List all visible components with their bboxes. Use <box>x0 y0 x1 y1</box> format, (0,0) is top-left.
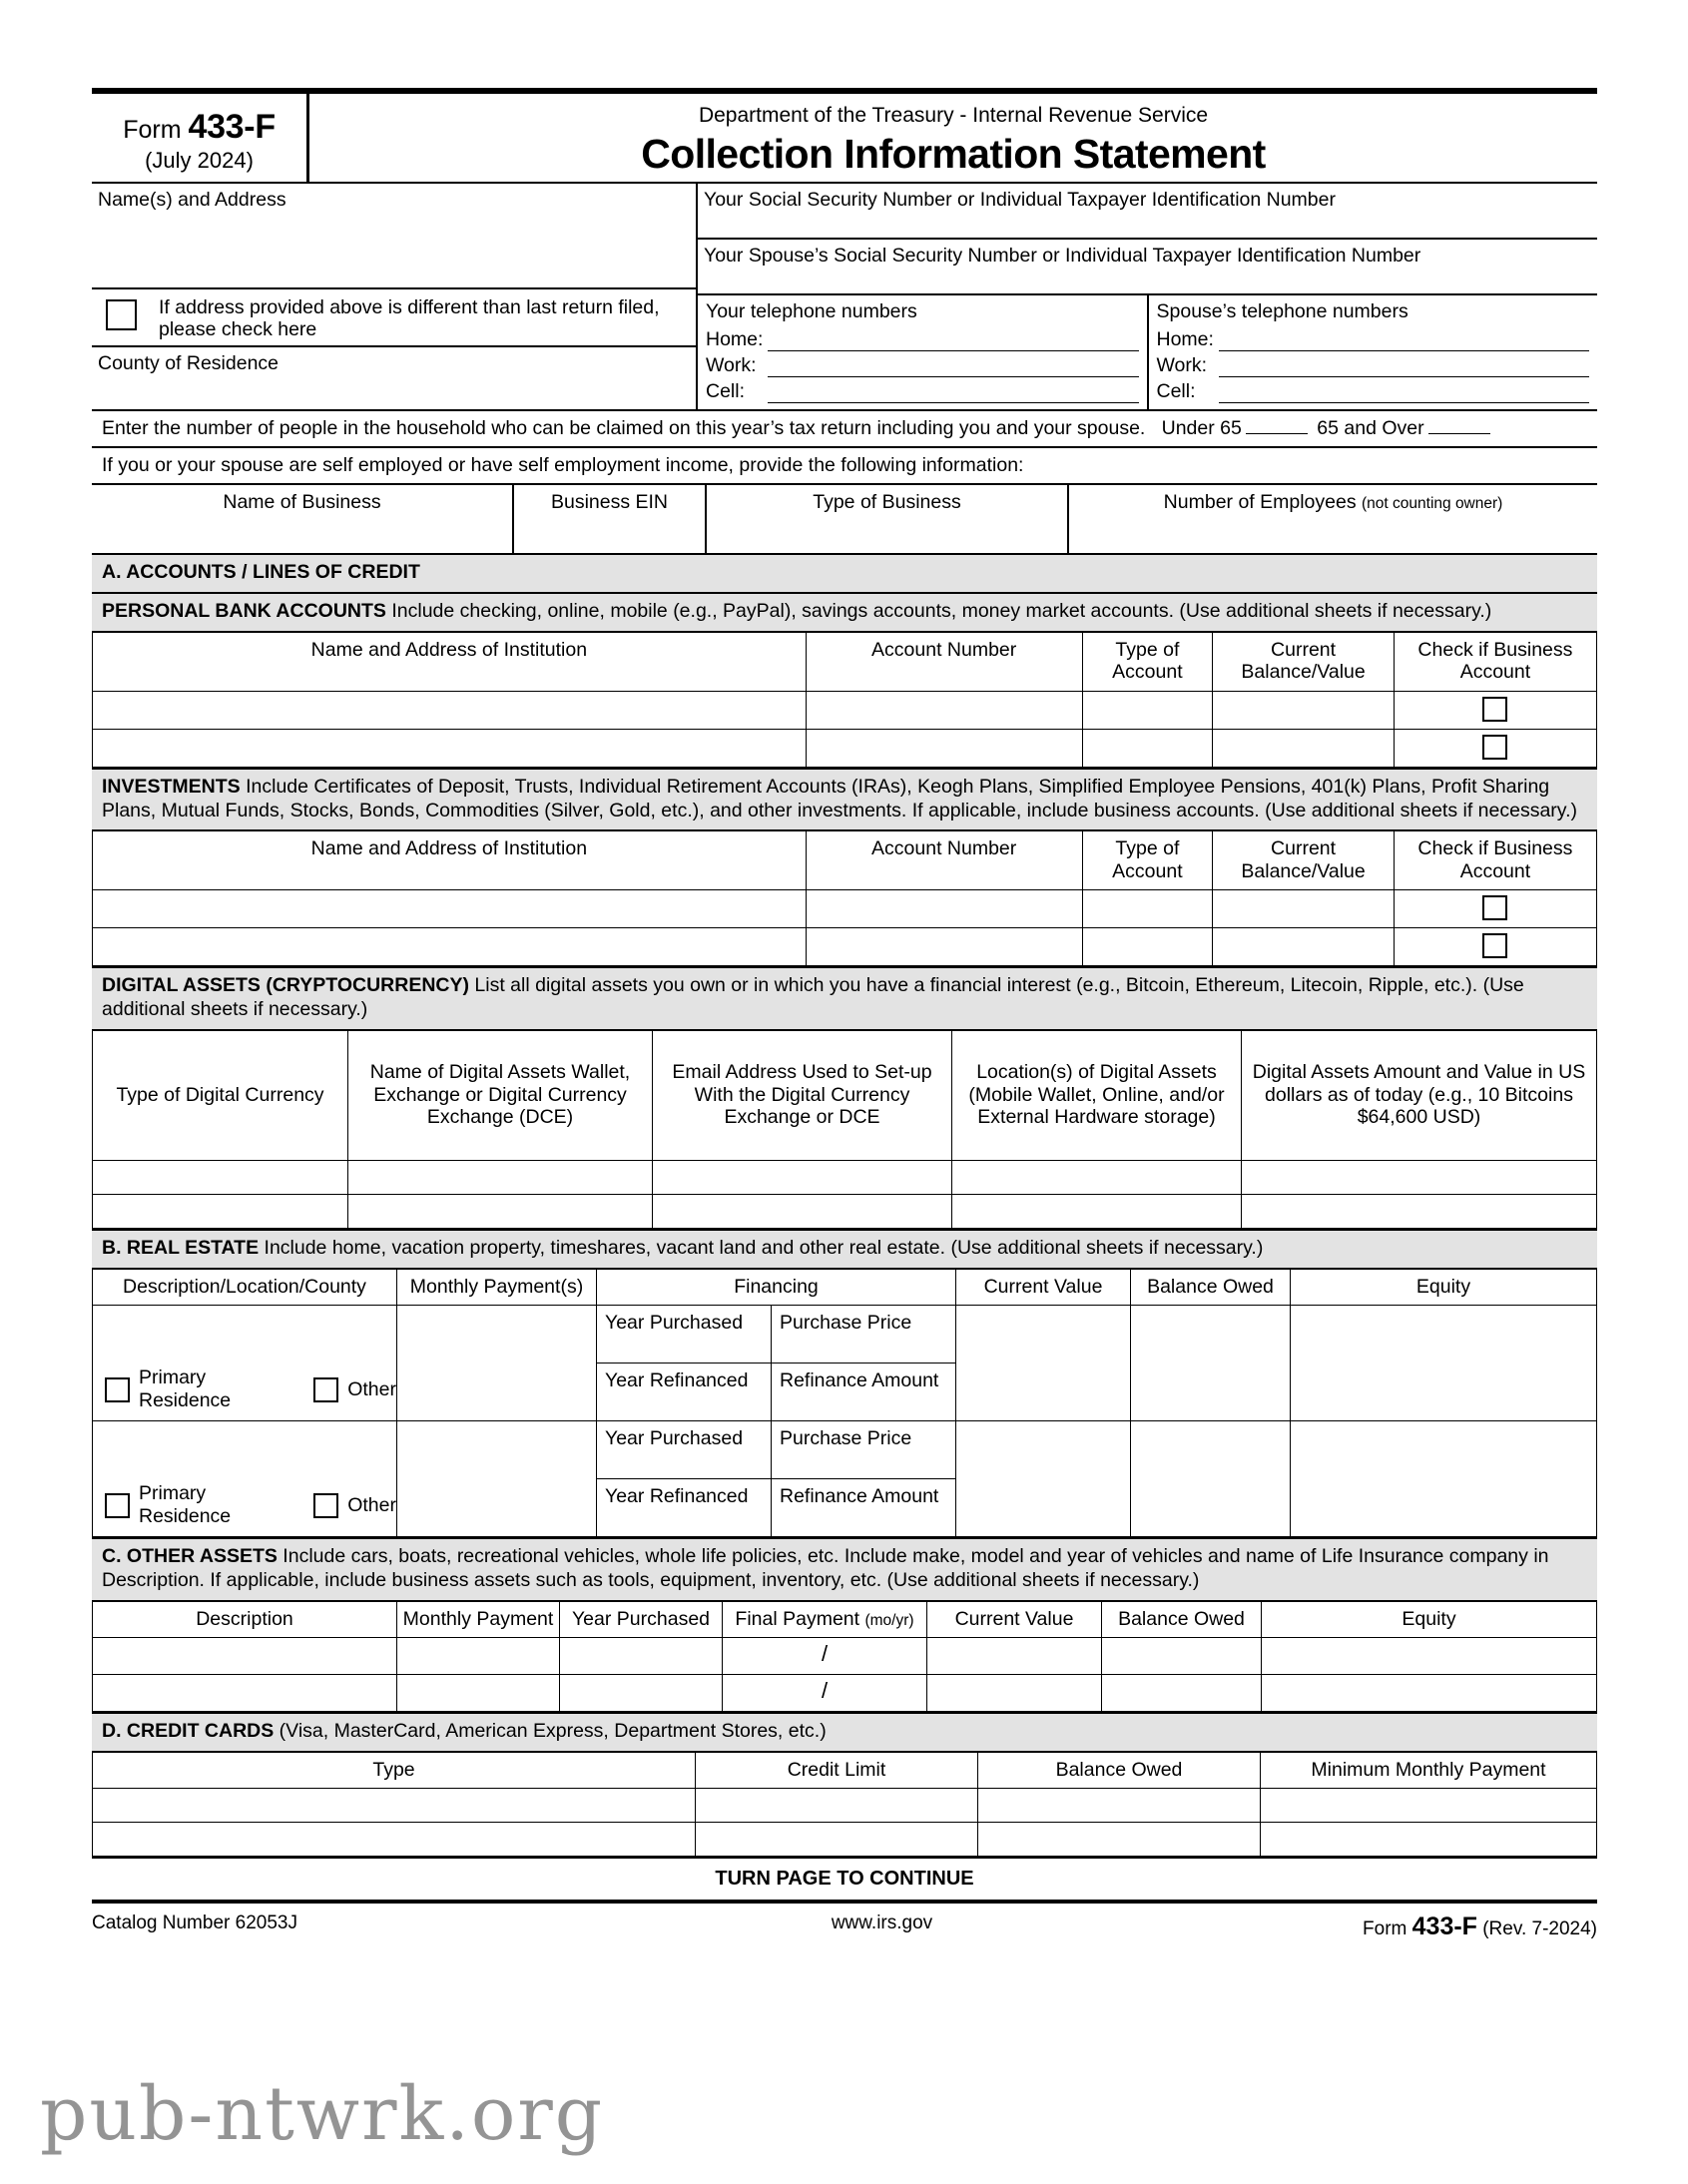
self-employment-intro-row <box>92 448 1597 485</box>
cell-credit-limit[interactable] <box>696 1789 978 1823</box>
name-address-label: Name(s) and Address <box>98 189 286 211</box>
digital-assets-description <box>92 966 1597 1031</box>
irs-website-link[interactable]: www.irs.gov <box>831 1912 933 1934</box>
col-type-of-digital-currency: Type of Digital Currency <box>93 1031 348 1161</box>
footer-revision: (Rev. 7-2024) <box>1482 1918 1597 1940</box>
col-current-balance: Current Balance/Value <box>1213 831 1395 889</box>
cell-name-of-business[interactable] <box>92 520 513 553</box>
bank-accounts-table <box>92 633 1597 768</box>
spouse-ssn-field[interactable] <box>698 240 1597 293</box>
section-c-desc: Include cars, boats, recreational vehicles, whole life policies, etc. Include make, model and year of vehicles and name of Life Insurance company in Description. If applicable, include business assets such as tools, equipment, inventory, etc. (Use additional sheets if necessary.) <box>102 1545 1549 1591</box>
table-row[interactable] <box>93 1160 1597 1194</box>
form-revision-date: (July 2024) <box>145 148 254 173</box>
table-row[interactable] <box>92 520 1597 553</box>
spouse-phone-group <box>1147 295 1598 409</box>
col-current-balance: Current Balance/Value <box>1213 633 1395 691</box>
catalog-number: Catalog Number 62053J <box>92 1912 297 1934</box>
name-address-field[interactable] <box>92 184 696 287</box>
cell-description[interactable] <box>93 1637 397 1674</box>
col-check-business: Check if Business Account <box>1394 633 1596 691</box>
cell-minimum-monthly-payment[interactable] <box>1261 1823 1597 1857</box>
ssn-label: Your Social Security Number or Individual Taxpayer Identification Number <box>704 189 1336 211</box>
cell-card-type[interactable] <box>93 1789 696 1823</box>
investments-desc: Include Certificates of Deposit, Trusts, Individual Retirement Accounts (IRAs), Keogh Plans, Simplified Employee Pensions, 401(k) Plans, Profit Sharing Plans, Mutual Funds, Stocks, Bonds, Commodities (Silver, Gold, etc.), and other investments. If applicable, include business accounts. (Use additional sheets if necessary.) <box>102 775 1578 821</box>
cell-wallet-name[interactable] <box>348 1160 653 1194</box>
business-account-checkbox[interactable] <box>1482 933 1507 958</box>
table-row[interactable] <box>93 1823 1597 1857</box>
cell-account-number[interactable] <box>806 729 1082 767</box>
table-header-row <box>93 831 1597 889</box>
col-type-of-account: Type of Account <box>1082 633 1213 691</box>
col-account-number: Account Number <box>806 831 1082 889</box>
identity-left <box>92 184 698 409</box>
footer-form-label: Form <box>1363 1918 1407 1940</box>
label-purchase-price-2: Purchase Price <box>772 1421 956 1479</box>
table-header-row <box>93 1031 1597 1161</box>
col-type-of-account: Type of Account <box>1082 831 1213 889</box>
under65-label: Under 65 <box>1161 417 1242 439</box>
spouse-home-label: Home: <box>1156 328 1214 350</box>
cell-email-address[interactable] <box>653 1160 952 1194</box>
label-purchase-price-1: Purchase Price <box>772 1306 956 1364</box>
form-number-box <box>92 94 309 182</box>
digital-assets-table <box>92 1031 1597 1229</box>
cell-balance-owed[interactable] <box>1102 1674 1262 1711</box>
bank-desc: Include checking, online, mobile (e.g., PayPal), savings accounts, money market accounts. (Use additional sheets if necessary.) <box>385 600 1492 623</box>
address-different-checkbox[interactable] <box>106 299 137 330</box>
footer-form-number: 433-F <box>1411 1912 1477 1941</box>
form-number: 433-F <box>188 108 276 146</box>
section-c-description <box>92 1537 1597 1602</box>
spouse-home-input-line[interactable] <box>1219 334 1590 351</box>
table-header-row <box>93 633 1597 691</box>
col-balance-owed: Balance Owed <box>1131 1270 1291 1306</box>
table-header-row <box>93 1270 1597 1306</box>
cell-current-value[interactable] <box>927 1674 1102 1711</box>
personal-bank-accounts-description <box>92 594 1597 633</box>
spouse-ssn-label: Your Spouse’s Social Security Number or Individual Taxpayer Identification Number <box>704 245 1421 267</box>
col-type-of-business: Type of Business <box>706 485 1068 520</box>
address-different-row <box>92 289 696 345</box>
cell-current-balance[interactable] <box>1213 890 1395 928</box>
table-row[interactable] <box>93 890 1597 928</box>
col-institution: Name and Address of Institution <box>93 633 807 691</box>
col-check-business: Check if Business Account <box>1394 831 1596 889</box>
your-phone-label: Your telephone numbers <box>706 300 917 322</box>
section-a-title: A. ACCOUNTS / LINES OF CREDIT <box>92 553 1597 594</box>
cell-description-location-2[interactable] <box>93 1421 397 1537</box>
investments-description <box>92 768 1597 832</box>
col-account-number: Account Number <box>806 633 1082 691</box>
cell-current-value-2[interactable] <box>956 1421 1131 1537</box>
cell-equity[interactable] <box>1262 1637 1597 1674</box>
label-refinance-amount-1: Refinance Amount <box>772 1364 956 1421</box>
table-row[interactable] <box>93 1194 1597 1228</box>
cell-business-ein[interactable] <box>513 520 706 553</box>
cell-current-value-1[interactable] <box>956 1306 1131 1421</box>
cell-card-type[interactable] <box>93 1823 696 1857</box>
table-header-row <box>93 1753 1597 1789</box>
self-employment-intro: If you or your spouse are self employed or have self employment income, provide the following information: <box>102 454 1024 476</box>
spouse-phone-home[interactable] <box>1157 325 1590 351</box>
primary-residence-label: Primary Residence <box>139 1482 232 1527</box>
cell-business-checkbox[interactable] <box>1394 928 1596 966</box>
cell-monthly-payment[interactable] <box>397 1637 560 1674</box>
label-year-purchased-1: Year Purchased <box>597 1306 772 1364</box>
over65-label: 65 and Over <box>1317 417 1424 439</box>
cell-monthly-payment-2[interactable] <box>397 1421 597 1537</box>
cell-institution[interactable] <box>93 691 807 729</box>
table-row[interactable] <box>93 729 1597 767</box>
col-business-ein: Business EIN <box>513 485 706 520</box>
section-b-label: B. REAL ESTATE <box>102 1236 260 1259</box>
household-text: Enter the number of people in the household who can be claimed on this year’s tax return including you and your spouse. <box>102 417 1146 439</box>
col-balance-owed: Balance Owed <box>1102 1602 1262 1638</box>
cell-business-checkbox[interactable] <box>1394 890 1596 928</box>
cell-current-value[interactable] <box>927 1637 1102 1674</box>
investments-label: INVESTMENTS <box>102 775 241 798</box>
footer-form-id <box>1168 1912 1597 1941</box>
spouse-phone-work[interactable] <box>1157 351 1590 377</box>
work-input-line[interactable] <box>768 360 1139 377</box>
col-year-purchased: Year Purchased <box>560 1602 723 1638</box>
spouse-cell-input-line[interactable] <box>1219 386 1590 403</box>
cell-current-balance[interactable] <box>1213 928 1395 966</box>
cell-amount-value[interactable] <box>1242 1194 1597 1228</box>
cell-label: Cell: <box>706 380 746 402</box>
label-refinance-amount-2: Refinance Amount <box>772 1479 956 1537</box>
other-label: Other <box>347 1377 396 1400</box>
cell-account-number[interactable] <box>806 691 1082 729</box>
cell-institution[interactable] <box>93 729 807 767</box>
cell-balance-owed[interactable] <box>978 1789 1261 1823</box>
home-input-line[interactable] <box>768 334 1139 351</box>
col-current-value: Current Value <box>956 1270 1131 1306</box>
label-year-refinanced-2: Year Refinanced <box>597 1479 772 1537</box>
county-label: County of Residence <box>98 351 280 374</box>
col-current-value: Current Value <box>927 1602 1102 1638</box>
label-year-refinanced-1: Year Refinanced <box>597 1364 772 1421</box>
cell-balance-owed-1[interactable] <box>1131 1306 1291 1421</box>
col-email-address: Email Address Used to Set-up With the Digital Currency Exchange or DCE <box>653 1031 952 1161</box>
primary-residence-label: Primary Residence <box>139 1366 232 1411</box>
col-name-of-business: Name of Business <box>92 485 513 520</box>
your-phone-cell[interactable] <box>706 377 1139 403</box>
cell-description-location-1[interactable] <box>93 1306 397 1421</box>
ssn-field[interactable] <box>698 184 1597 240</box>
other-checkbox[interactable] <box>313 1493 338 1518</box>
table-row[interactable] <box>93 1421 1597 1479</box>
cell-year-purchased[interactable] <box>560 1637 723 1674</box>
spouse-phone-cell[interactable] <box>1157 377 1590 403</box>
residence-type-row-1 <box>93 1366 396 1412</box>
cell-equity[interactable] <box>1262 1674 1597 1711</box>
table-row[interactable] <box>93 1637 1597 1674</box>
over65-input-line[interactable] <box>1428 418 1490 434</box>
cell-location[interactable] <box>952 1160 1242 1194</box>
cell-business-checkbox[interactable] <box>1394 729 1596 767</box>
cell-credit-limit[interactable] <box>696 1823 978 1857</box>
home-label: Home: <box>706 328 764 350</box>
section-b-description <box>92 1229 1597 1270</box>
cell-equity-1[interactable] <box>1291 1306 1597 1421</box>
investments-table <box>92 831 1597 966</box>
section-d-description <box>92 1712 1597 1753</box>
cell-minimum-monthly-payment[interactable] <box>1261 1789 1597 1823</box>
cell-type-of-account[interactable] <box>1082 890 1213 928</box>
other-assets-table <box>92 1602 1597 1712</box>
col-description: Description <box>93 1602 397 1638</box>
cell-institution[interactable] <box>93 928 807 966</box>
identity-block <box>92 184 1597 411</box>
col-minimum-monthly-payment: Minimum Monthly Payment <box>1261 1753 1597 1789</box>
identity-right <box>698 184 1597 409</box>
col-monthly-payments: Monthly Payment(s) <box>397 1270 597 1306</box>
phone-block <box>698 295 1597 409</box>
cell-location[interactable] <box>952 1194 1242 1228</box>
form-label: Form <box>123 116 182 144</box>
cell-description[interactable] <box>93 1674 397 1711</box>
col-credit-limit: Credit Limit <box>696 1753 978 1789</box>
form-433f <box>92 88 1597 1941</box>
cell-balance-owed[interactable] <box>978 1823 1261 1857</box>
cell-amount-value[interactable] <box>1242 1160 1597 1194</box>
cell-year-purchased[interactable] <box>560 1674 723 1711</box>
cell-current-balance[interactable] <box>1213 729 1395 767</box>
cell-final-payment[interactable]: / <box>723 1637 927 1674</box>
col-balance-owed: Balance Owed <box>978 1753 1261 1789</box>
table-row[interactable] <box>93 1306 1597 1364</box>
primary-residence-checkbox[interactable] <box>105 1377 130 1402</box>
page-title: Collection Information Statement <box>641 131 1266 177</box>
other-label: Other <box>347 1493 396 1516</box>
credit-cards-table <box>92 1753 1597 1857</box>
digital-desc: List all digital assets you own or in which you have a financial interest (e.g., Bitcoin, Ethereum, Litecoin, Ripple, etc.). (Use additional sheets if necessary.) <box>102 974 1524 1021</box>
label-year-purchased-2: Year Purchased <box>597 1421 772 1479</box>
form-footer <box>92 1904 1597 1941</box>
cell-type-of-digital-currency[interactable] <box>93 1160 348 1194</box>
cell-type-of-digital-currency[interactable] <box>93 1194 348 1228</box>
work-label: Work: <box>706 354 757 376</box>
form-header <box>92 94 1597 184</box>
table-row[interactable] <box>93 1674 1597 1711</box>
your-phone-home[interactable] <box>706 325 1139 351</box>
self-employment-table <box>92 485 1597 553</box>
bank-label: PERSONAL BANK ACCOUNTS <box>102 600 386 623</box>
col-monthly-payment: Monthly Payment <box>397 1602 560 1638</box>
col-description-location: Description/Location/County <box>93 1270 397 1306</box>
col-equity: Equity <box>1291 1270 1597 1306</box>
cell-type-of-account[interactable] <box>1082 691 1213 729</box>
cell-business-checkbox[interactable] <box>1394 691 1596 729</box>
county-field[interactable] <box>92 345 696 383</box>
col-equity: Equity <box>1262 1602 1597 1638</box>
residence-type-row-2 <box>93 1482 396 1528</box>
watermark: pub-ntwrk.org <box>40 2071 605 2157</box>
cell-input-line[interactable] <box>768 386 1139 403</box>
col-amount-value: Digital Assets Amount and Value in US dollars as of today (e.g., 10 Bitcoins $64,600 USD) <box>1242 1031 1597 1161</box>
table-row[interactable] <box>93 691 1597 729</box>
turn-page-notice: TURN PAGE TO CONTINUE <box>92 1857 1597 1904</box>
cell-balance-owed[interactable] <box>1102 1637 1262 1674</box>
table-header-row <box>92 485 1597 520</box>
spouse-work-label: Work: <box>1156 354 1208 376</box>
col-card-type: Type <box>93 1753 696 1789</box>
address-different-label: If address provided above is different than last return filed, please check here <box>159 296 660 340</box>
primary-residence-checkbox[interactable] <box>105 1493 130 1518</box>
cell-monthly-payment-1[interactable] <box>397 1306 597 1421</box>
table-header-row <box>93 1602 1597 1638</box>
cell-type-of-account[interactable] <box>1082 729 1213 767</box>
cell-institution[interactable] <box>93 890 807 928</box>
table-row[interactable] <box>93 928 1597 966</box>
col-institution: Name and Address of Institution <box>93 831 807 889</box>
business-account-checkbox[interactable] <box>1482 735 1507 760</box>
cell-type-of-business[interactable] <box>706 520 1068 553</box>
cell-current-balance[interactable] <box>1213 691 1395 729</box>
col-final-payment: Final Payment (mo/yr) <box>723 1602 927 1638</box>
cell-type-of-account[interactable] <box>1082 928 1213 966</box>
cell-final-payment[interactable]: / <box>723 1674 927 1711</box>
cell-monthly-payment[interactable] <box>397 1674 560 1711</box>
department-line: Department of the Treasury - Internal Revenue Service <box>698 104 1209 127</box>
business-account-checkbox[interactable] <box>1482 697 1507 722</box>
cell-account-number[interactable] <box>806 890 1082 928</box>
your-phone-work[interactable] <box>706 351 1139 377</box>
final-payment-note: (mo/yr) <box>864 1611 914 1629</box>
business-account-checkbox[interactable] <box>1482 895 1507 920</box>
other-checkbox[interactable] <box>313 1377 338 1402</box>
cell-email-address[interactable] <box>653 1194 952 1228</box>
col-wallet-name: Name of Digital Assets Wallet, Exchange or Digital Currency Exchange (DCE) <box>348 1031 653 1161</box>
col-number-of-employees: Number of Employees (not counting owner) <box>1163 491 1503 513</box>
cell-equity-2[interactable] <box>1291 1421 1597 1537</box>
digital-label: DIGITAL ASSETS (CRYPTOCURRENCY) <box>102 974 469 997</box>
title-box <box>309 94 1597 182</box>
household-row <box>92 411 1597 448</box>
col-location: Location(s) of Digital Assets (Mobile Wallet, Online, and/or External Hardware storage) <box>952 1031 1242 1161</box>
cell-number-of-employees[interactable] <box>1068 520 1597 553</box>
under65-input-line[interactable] <box>1246 418 1308 434</box>
cell-balance-owed-2[interactable] <box>1131 1421 1291 1537</box>
spouse-work-input-line[interactable] <box>1219 360 1590 377</box>
section-b-desc: Include home, vacation property, timeshares, vacant land and other real estate. (Use additional sheets if necessary.) <box>259 1236 1264 1259</box>
employees-note: (not counting owner) <box>1362 495 1503 512</box>
section-d-label: D. CREDIT CARDS <box>102 1719 275 1742</box>
section-c-label: C. OTHER ASSETS <box>102 1545 278 1567</box>
section-d-desc: (Visa, MasterCard, American Express, Department Stores, etc.) <box>274 1719 827 1742</box>
col-financing: Financing <box>597 1270 956 1306</box>
cell-wallet-name[interactable] <box>348 1194 653 1228</box>
spouse-phone-label: Spouse’s telephone numbers <box>1156 300 1408 322</box>
your-phone-group <box>698 295 1147 409</box>
real-estate-table <box>92 1270 1597 1537</box>
cell-account-number[interactable] <box>806 928 1082 966</box>
table-row[interactable] <box>93 1789 1597 1823</box>
spouse-cell-label: Cell: <box>1156 380 1196 402</box>
